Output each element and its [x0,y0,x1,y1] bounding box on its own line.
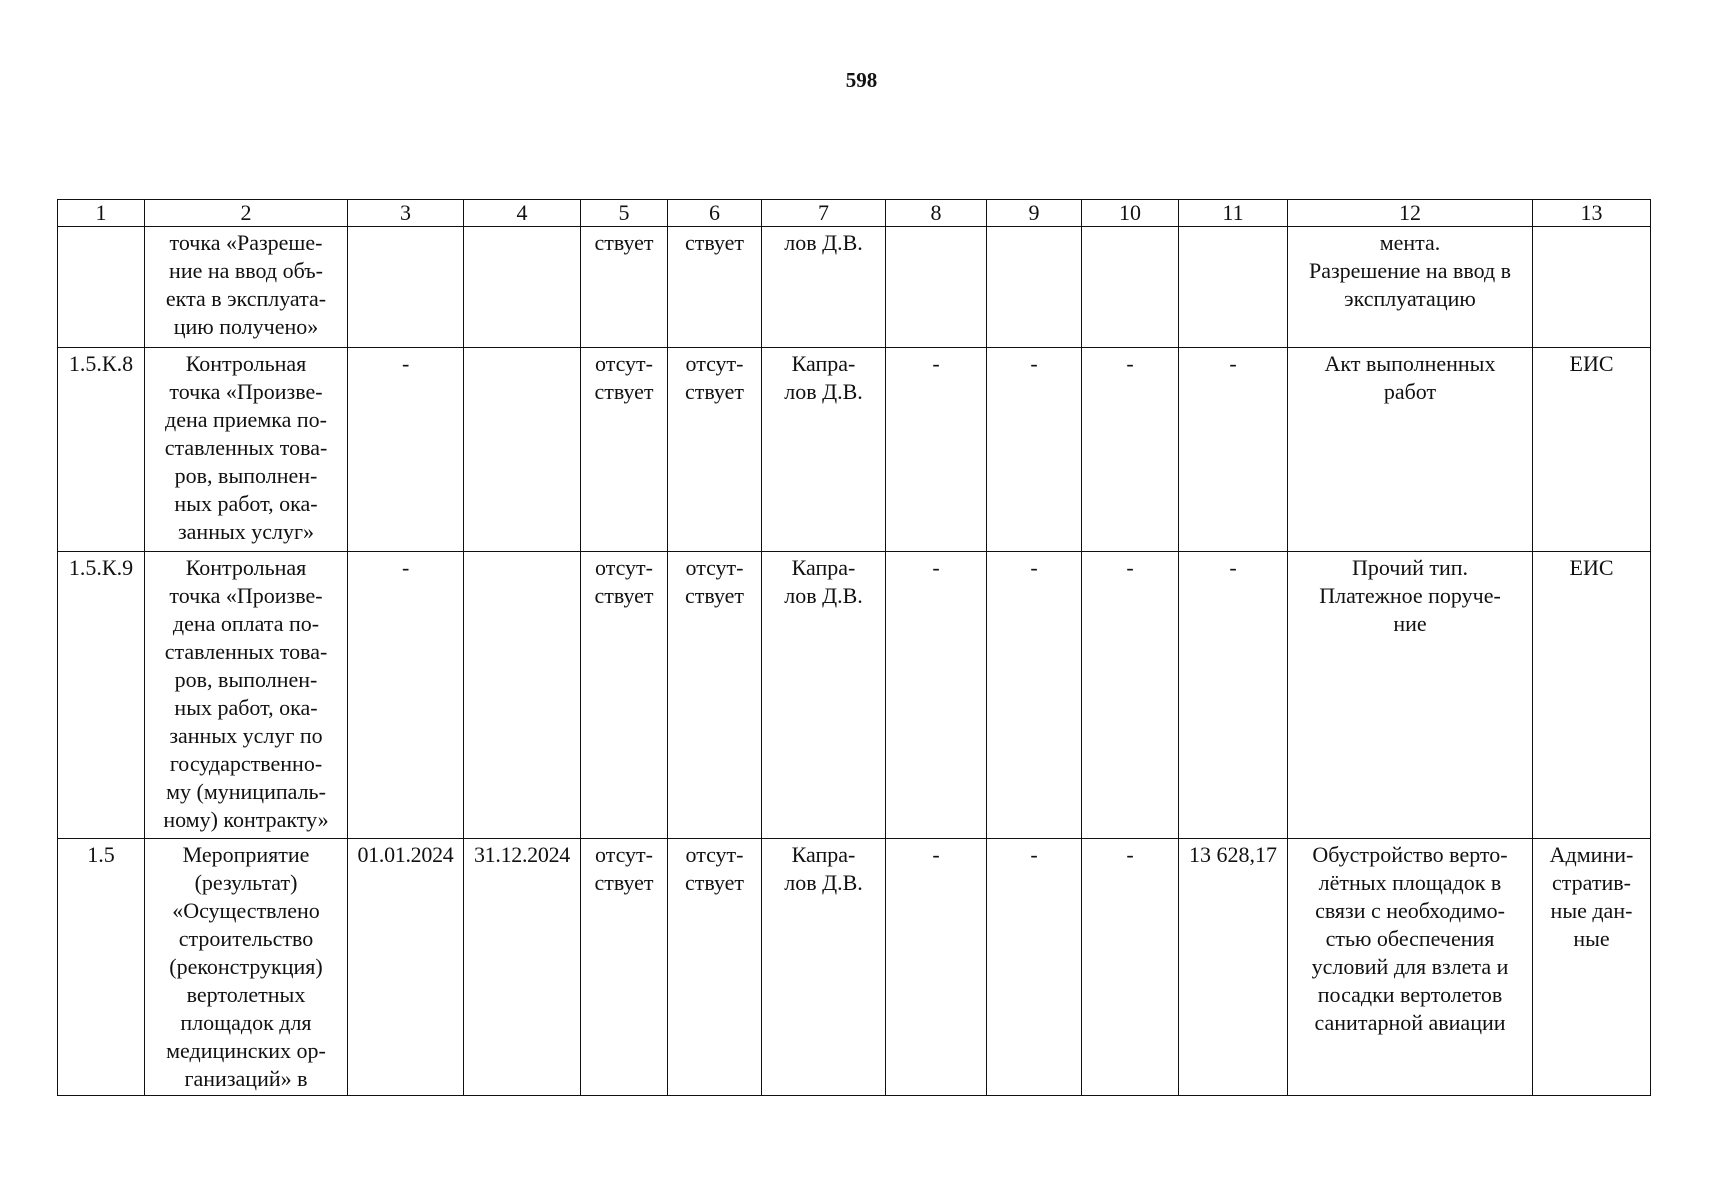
table-cell-col-9 [987,839,1082,1096]
cell-text-line: Мероприятие [182,842,310,867]
table-cell-col-11 [1179,348,1288,552]
table-cell-col-13 [1533,348,1651,552]
cell-text-line: ных работ, ока- [174,695,318,720]
table-cell-col-1 [58,348,145,552]
cell-text-line: - [1030,842,1038,867]
cell-text-line: - [1229,555,1237,580]
cell-text-line: ганизаций» в [184,1066,308,1091]
table-cell-col-4 [464,227,581,348]
column-header-13: 13 [1533,200,1651,227]
table-row [58,552,1651,839]
cell-text-line: государственно- [169,751,323,776]
table-cell-col-12 [1288,348,1533,552]
table-cell-col-3 [348,348,464,552]
cell-text-line: ствует [684,583,745,608]
cell-text-line: Админи- [1549,842,1634,867]
table-cell-col-6 [668,839,762,1096]
cell-text-line: - [1229,351,1237,376]
cell-text-line: - [1126,351,1134,376]
column-header-7: 7 [762,200,886,227]
cell-text-line: условий для взлета и [1311,954,1509,979]
cell-text-line: занных услуг» [177,519,315,544]
cell-text-line: отсут- [594,351,653,376]
cell-text-line: отсут- [685,842,744,867]
column-header-3: 3 [348,200,464,227]
table-cell-col-8 [886,227,987,348]
table-cell-col-13 [1533,552,1651,839]
cell-text-line: му (муниципаль- [166,779,326,804]
column-header-10: 10 [1082,200,1179,227]
table-row [58,227,1651,348]
cell-text-line: ствует [594,583,654,608]
cell-text-line: работ [1383,379,1437,404]
cell-text-line: точка «Произве- [169,583,323,608]
column-header-6: 6 [668,200,762,227]
cell-text-line: цию получено» [173,314,319,339]
cell-text-line: Контрольная [185,555,307,580]
table-cell-col-7 [762,839,886,1096]
cell-text-line: - [401,555,410,580]
cell-text-line: ние на ввод объ- [169,258,323,283]
cell-text-line: 31.12.2024 [473,842,570,867]
cell-text-line: ствует [594,870,654,895]
cell-text-line: вертолетных [186,982,306,1007]
table-cell-col-3 [348,227,464,348]
cell-text-line: ров, выполнен- [174,667,318,692]
cell-text-line: мента. [1379,230,1441,255]
cell-text-line: Акт выполненных [1324,351,1496,376]
table-cell-col-9 [987,552,1082,839]
table-cell-col-2 [145,227,348,348]
cell-text-line: занных услуг по [169,723,323,748]
cell-text-line: медицинских ор- [166,1038,326,1063]
cell-text-line: точка «Произве- [169,379,323,404]
table-cell-col-10 [1082,227,1179,348]
cell-text-line: связи с необходимо- [1315,898,1505,923]
table-cell-col-1 [58,552,145,839]
table-cell-col-12 [1288,227,1533,348]
cell-text-line: - [1126,842,1134,867]
cell-text-line: ному) контракту» [163,807,329,832]
page-number: 598 [845,68,878,92]
cell-text-line: Капра- [791,842,856,867]
table-cell-col-6 [668,552,762,839]
table-cell-col-6 [668,348,762,552]
table-cell-col-8 [886,839,987,1096]
cell-text-line: ставленных това- [164,435,328,460]
cell-text-line: ние [1393,611,1427,636]
table-cell-col-10 [1082,348,1179,552]
table-cell-col-5 [581,839,668,1096]
table-cell-col-8 [886,552,987,839]
cell-text-line: дена приемка по- [165,407,327,432]
column-header-1: 1 [58,200,145,227]
cell-text-line: ствует [684,870,745,895]
column-header-2: 2 [145,200,348,227]
column-header-4: 4 [464,200,581,227]
table-cell-col-4 [464,552,581,839]
cell-text-line: посадки вертолетов [1317,982,1503,1007]
table-cell-col-1 [58,227,145,348]
cell-text-line: - [1030,555,1038,580]
cell-text-line: лётных площадок в [1318,870,1502,895]
cell-text-line: 13 628,17 [1189,842,1277,867]
cell-text-line: (реконструкция) [169,954,323,979]
cell-text-line: - [932,842,940,867]
table-cell-col-1 [58,839,145,1096]
cell-text-line: отсут- [594,842,653,867]
table-cell-col-3 [348,839,464,1096]
table-cell-col-3 [348,552,464,839]
table-cell-col-11 [1179,839,1288,1096]
cell-text-line: лов Д.В. [784,379,863,404]
table-cell-col-11 [1179,227,1288,348]
cell-text-line: ставленных това- [164,639,328,664]
table-row [58,348,1651,552]
table-cell-col-5 [581,552,668,839]
cell-text-line: эксплуатацию [1344,286,1476,311]
cell-text-line: стью обеспечения [1325,926,1495,951]
table-cell-col-5 [581,348,668,552]
table-row [58,839,1651,1096]
cell-text-line: площадок для [180,1010,312,1035]
table-header-row [58,200,1651,227]
cell-text-line: «Осуществлено [172,898,320,923]
table-cell-col-2 [145,552,348,839]
column-header-12: 12 [1288,200,1533,227]
table-cell-col-12 [1288,839,1533,1096]
table-cell-col-2 [145,839,348,1096]
cell-text-line: 01.01.2024 [357,842,454,867]
cell-text-line: Разрешение на ввод в [1308,258,1512,283]
column-header-5: 5 [581,200,668,227]
cell-text-line: Капра- [791,555,856,580]
cell-text-line: санитарной авиации [1314,1010,1506,1035]
table-cell-col-4 [464,348,581,552]
cell-text-line: лов Д.В. [784,583,863,608]
cell-text-line: ствует [594,230,654,255]
table-cell-col-5 [581,227,668,348]
cell-text-line: ные дан- [1550,898,1633,923]
cell-text-line: - [1126,555,1134,580]
cell-text-line: ствует [594,379,654,404]
cell-text-line: ЕИС [1569,351,1614,376]
cell-text-line: - [932,555,940,580]
cell-text-line: Обустройство верто- [1312,842,1508,867]
cell-text-line: строительство [178,926,314,951]
cell-text-line: 1.5.К.9 [68,555,134,580]
cell-text-line: стратив- [1552,870,1631,895]
table-cell-col-13 [1533,839,1651,1096]
cell-text-line: Платежное поруче- [1319,583,1501,608]
cell-text-line: дена оплата по- [172,611,320,636]
cell-text-line: точка «Разреше- [169,230,323,255]
table-cell-col-2 [145,348,348,552]
cell-text-line: - [401,351,410,376]
column-header-9: 9 [987,200,1082,227]
cell-text-line: ЕИС [1569,555,1614,580]
column-header-8: 8 [886,200,987,227]
table-cell-col-8 [886,348,987,552]
table-cell-col-7 [762,552,886,839]
cell-text-line: ных работ, ока- [174,491,318,516]
cell-text-line: отсут- [685,351,744,376]
cell-text-line: ров, выполнен- [174,463,318,488]
cell-text-line: Капра- [791,351,856,376]
cell-text-line: лов Д.В. [784,870,863,895]
cell-text-line: екта в эксплуата- [165,286,327,311]
cell-text-line: ствует [684,379,745,404]
cell-text-line: ные [1573,926,1610,951]
cell-text-line: - [1030,351,1038,376]
cell-text-line: лов Д.В. [784,230,863,255]
table-cell-col-9 [987,227,1082,348]
table-cell-col-4 [464,839,581,1096]
cell-text-line: - [932,351,940,376]
cell-text-line: ствует [684,230,745,255]
table-cell-col-7 [762,348,886,552]
table-cell-col-10 [1082,552,1179,839]
column-header-11: 11 [1179,200,1288,227]
cell-text-line: 1.5 [87,842,115,867]
table-cell-col-6 [668,227,762,348]
cell-text-line: (результат) [194,870,298,895]
table-cell-col-12 [1288,552,1533,839]
table-cell-col-7 [762,227,886,348]
cell-text-line: Контрольная [185,351,307,376]
cell-text-line: отсут- [685,555,744,580]
table-cell-col-10 [1082,839,1179,1096]
cell-text-line: отсут- [594,555,653,580]
table-cell-col-11 [1179,552,1288,839]
table-body [58,227,1651,1096]
table-cell-col-13 [1533,227,1651,348]
table-cell-col-9 [987,348,1082,552]
document-table [57,199,1651,1096]
cell-text-line: 1.5.К.8 [68,351,134,376]
cell-text-line: Прочий тип. [1351,555,1469,580]
